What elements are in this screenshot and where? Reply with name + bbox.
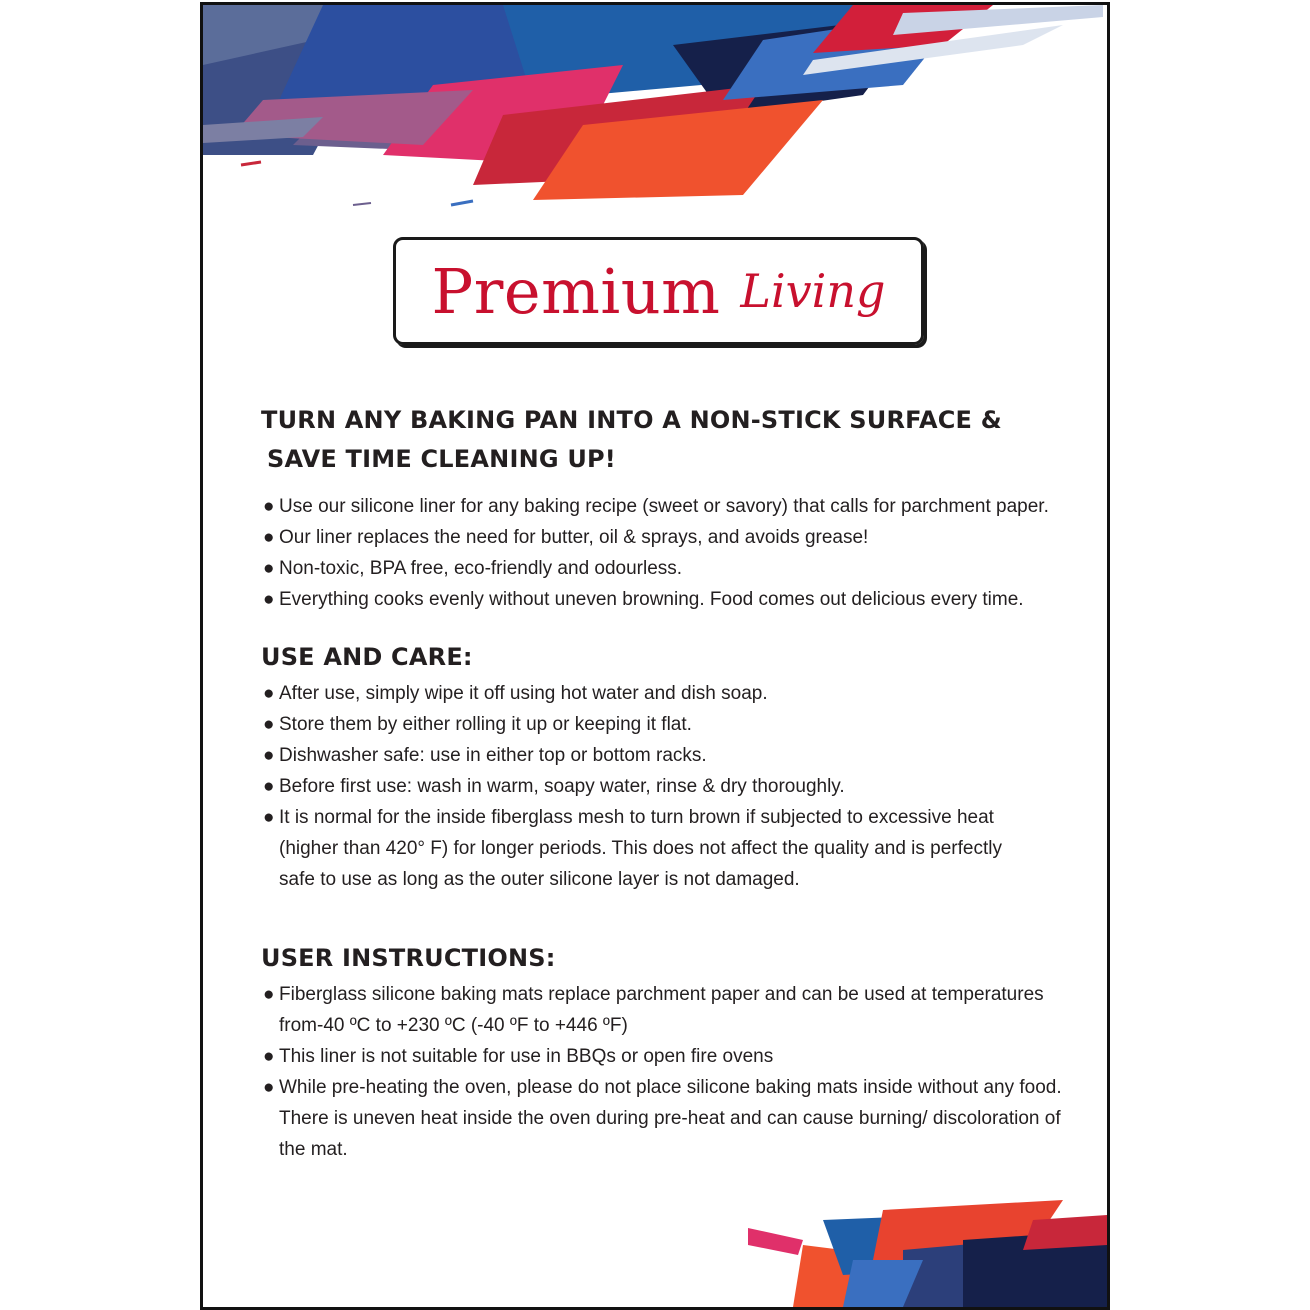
bullet-icon: ● (263, 589, 275, 610)
bullet-icon: ● (263, 776, 275, 797)
bullet-icon: ● (263, 807, 275, 828)
bullet-icon: ● (263, 683, 275, 704)
use-and-care-list (261, 678, 1081, 895)
bullet-icon: ● (263, 558, 275, 579)
list-item: ● Fiberglass silicone baking mats replace parchment paper and can be used at temperatures from-40 ºC to +230 ºC (-40 ºF to +446 ºF) (261, 979, 1069, 1041)
use-and-care-heading: USE AND CARE: (261, 643, 473, 671)
list-item: ● After use, simply wipe it off using hot water and dish soap. (261, 678, 1081, 709)
brand-name-sub: Living (740, 264, 886, 318)
list-item: ● Our liner replaces the need for butter, oil & sprays, and avoids grease! (261, 522, 1081, 553)
user-instructions-list (261, 979, 1081, 1165)
headline-line-1: TURN ANY BAKING PAN INTO A NON-STICK SURFACE & (261, 406, 1002, 434)
decorative-stripes-bottom (203, 1200, 1107, 1307)
bullet-icon: ● (263, 496, 275, 517)
bullet-icon: ● (263, 745, 275, 766)
list-item: ● Store them by either rolling it up or keeping it flat. (261, 709, 1081, 740)
list-item: ● While pre-heating the oven, please do not place silicone baking mats inside without any food. There is uneven heat inside the oven during pre-heat and can cause burning/ discoloration of the mat. (261, 1072, 1069, 1165)
list-item: ● Before first use: wash in warm, soapy water, rinse & dry thoroughly. (261, 771, 1081, 802)
list-item: ● Use our silicone liner for any baking recipe (sweet or savory) that calls for parchment paper. (261, 491, 1081, 522)
list-item: ● Non-toxic, BPA free, eco-friendly and odourless. (261, 553, 1081, 584)
brand-logo (393, 237, 924, 345)
list-item: ● Dishwasher safe: use in either top or bottom racks. (261, 740, 1081, 771)
decorative-stripes-top (203, 5, 1107, 220)
bullet-icon: ● (263, 1046, 275, 1067)
brand-name-main: Premium (431, 254, 721, 328)
bullet-icon: ● (263, 714, 275, 735)
bullet-icon: ● (263, 527, 275, 548)
bullet-icon: ● (263, 1077, 275, 1098)
features-list (261, 491, 1081, 615)
bullet-icon: ● (263, 984, 275, 1005)
list-item: ● This liner is not suitable for use in BBQs or open fire ovens (261, 1041, 1081, 1072)
insert-card (200, 2, 1110, 1310)
list-item: ● Everything cooks evenly without uneven browning. Food comes out delicious every time. (261, 584, 1081, 615)
list-item: ● It is normal for the inside fiberglass mesh to turn brown if subjected to excessive heat (higher than 420° F) for longer periods. This does not affect the quality and is perfectly safe to use as long as the outer silicone layer is not damaged. (261, 802, 1039, 895)
headline-line-2: SAVE TIME CLEANING UP! (267, 445, 616, 473)
user-instructions-heading: USER INSTRUCTIONS: (261, 944, 556, 972)
